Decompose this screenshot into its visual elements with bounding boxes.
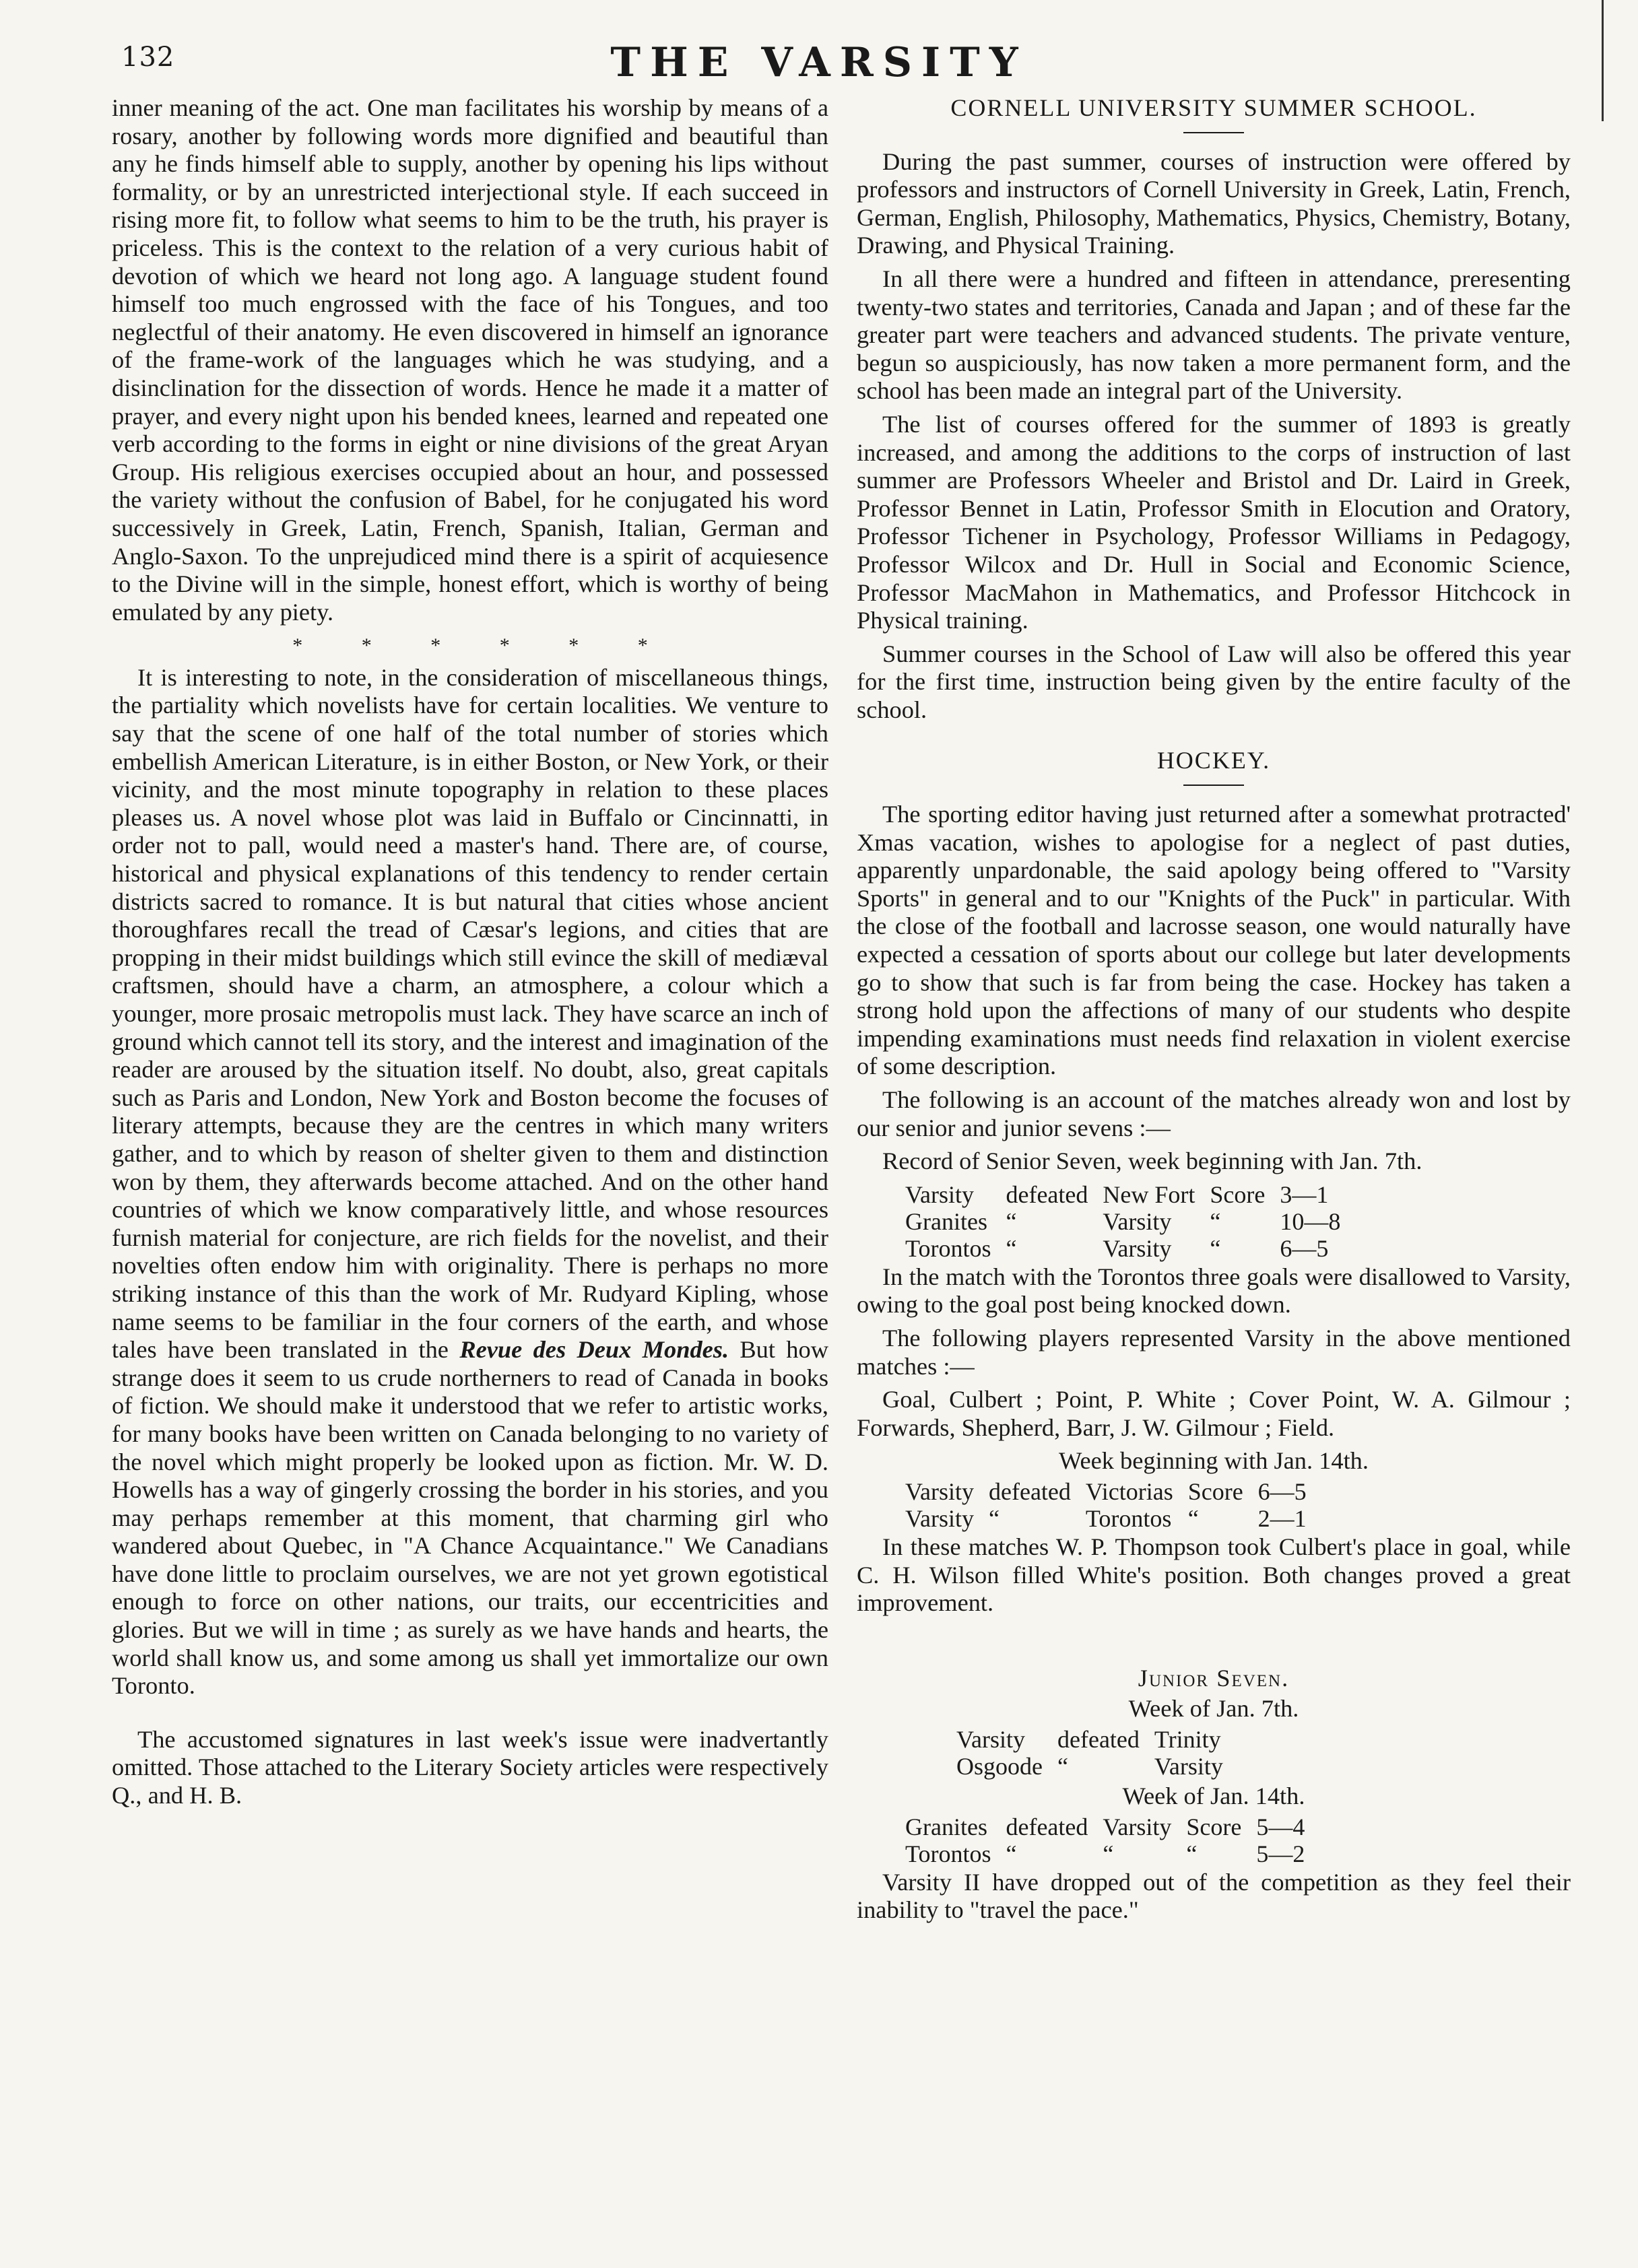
senior-results-week-1: [905, 1181, 1355, 1262]
senior-week-1-heading: Record of Senior Seven, week beginning with Jan. 7th.: [882, 1147, 1422, 1175]
result-cell: “: [1210, 1207, 1221, 1235]
result-cell: 5—2: [1256, 1840, 1305, 1867]
result-cell: Torontos: [905, 1234, 991, 1262]
result-cell: defeated: [1057, 1725, 1140, 1753]
result-cell: New Fort: [1103, 1180, 1195, 1208]
journal-title: Revue des Deux Mondes.: [459, 1336, 729, 1364]
result-cell: 5—4: [1256, 1813, 1305, 1840]
result-row: [905, 1478, 1321, 1505]
hockey-paragraph-3: In the match with the Torontos three goals were disallowed to Varsity, owing to the goal post being knocked down.: [857, 1263, 1571, 1319]
hockey-title: HOCKEY.: [1156, 747, 1271, 774]
hockey-paragraph-1: The sporting editor having just returned after a somewhat protracted' Xmas vacation, wishes to apologise for a neglect of past duties, apparently unpardonable, the said apology being offered to "Varsity Sports" in general and to our "Knights of the Puck" in particular. With the close of the football and lacrosse season, one would naturally have expected a cessation of sports about our college but later developments go to show that such is far from being the case. Hockey has taken a strong hold upon the affections of many of our students who despite impending examinations must needs find relaxation in violent exercise of some description.: [857, 801, 1571, 1080]
result-cell: defeated: [989, 1477, 1071, 1505]
result-cell: “: [1186, 1840, 1198, 1867]
right-column: [857, 94, 1571, 1930]
cornell-paragraph-2: In all there were a hundred and fifteen in attendance, preresenting twenty-two states and territories, Canada and Japan ; and of these far the greater part were teachers and advanced students. The private venture, begun so auspiciously, has now taken a more permanent form, and the school has been made an integral part of the University.: [857, 265, 1571, 405]
hockey-paragraph-2: The following is an account of the matches already won and lost by our senior and junior sevens :—: [857, 1086, 1571, 1141]
result-cell: “: [1006, 1234, 1017, 1262]
result-cell: 6—5: [1257, 1477, 1307, 1505]
cornell-title: CORNELL UNIVERSITY SUMMER SCHOOL.: [950, 94, 1477, 121]
result-row: [905, 1505, 1321, 1532]
spacer: [857, 729, 1571, 747]
result-cell: Osgoode: [956, 1752, 1043, 1780]
result-cell: “: [989, 1504, 1000, 1532]
result-row: [956, 1726, 1238, 1753]
result-cell: Varsity: [1103, 1234, 1172, 1262]
cornell-paragraph-3: The list of courses offered for the summer of 1893 is greatly increased, and among the additions to the corps of instruction of last summer are Professors Wheeler and Bristol and Dr. Laird in Greek, Professor Bennet in Latin, Professor Smith in Elocution and Oratory, Professor Tichener in Psychology, Professor Williams in Pedagogy, Professor Wilcox and Dr. Hull in Social and Economic Science, Professor MacMahon in Mathematics, and Professor Hitchcock in Physical training.: [857, 410, 1571, 634]
result-cell: Score: [1186, 1813, 1242, 1840]
junior-results-week-2: [905, 1813, 1319, 1867]
result-cell: Trinity: [1154, 1725, 1221, 1753]
result-cell: Varsity: [1103, 1813, 1172, 1840]
novelists-text-a: It is interesting to note, in the consideration of miscellaneous things, the partiality which novelists have for certain localities. We venture to say that the scene of one half of the total number of stories which embellish American Literature, is in either Boston, or New York, or their vicinity, and the most minute topography in relation to these places pleases us. A novel whose plot was laid in Buffalo or Cincinnatti, in order not to pall, would need a master's hand. There are, of course, historical and physical explanations of this tendency to render certain districts sacred to romance. It is but natural that cities whose ancient thoroughfares recall the tread of Cæsar's legions, and cities that are propping in their midst buildings which still evince the skill of mediæval craftsmen, should have a charm, an atmosphere, a colour which a younger, more prosaic metropolis must lack. They have scarce an inch of ground which cannot tell its story, and the interest and imagination of the reader are aroused by the situation itself. No doubt, also, great capitals such as Paris and London, New York and Boston become the focuses of literary attempts, because they are the centres in which many writers gather, and to which by reason of shelter given to them and distinction won by them, they afterwards become attached. And on the other hand countries of which we know comparatively little, and whose resources furnish material for conjecture, are rich fields for the novelist, and their novelties often endow him with originality. There is perhaps no more striking instance of this than the work of Mr. Rudyard Kipling, whose name seems to be familiar in the four corners of the earth, and whose tales have been translated in the: [112, 663, 828, 1364]
left-paragraph-prayer: inner meaning of the act. One man facilitates his worship by means of a rosary, another by following words more dignified and beautiful than any he finds himself able to supply, another by opening his lips without formality, or by an unrestricted interjectional style. If each succeed in rising more fit, to follow what seems to him to be the truth, his prayer is priceless. This is the context to the relation of a very curious habit of devotion of which we heard not long ago. A language student found himself too much engrossed with the face of his Tongues, and too neglectful of their anatomy. He even discovered in himself an ignorance of the frame-work of the languages which he was studying, and a disinclination for the dissection of words. Hence he made it a matter of prayer, and every night upon his bended knees, learned and repeated one verb according to the forms in eight or nine divisions of the great Aryan Group. His religious exercises occupied about an hour, and possessed the variety without the confusion of Babel, for he conjugated his word successively in Greek, Latin, French, Spanish, Italian, German and Anglo-Saxon. To the unprejudiced mind there is a spirit of acquiesence to the Divine will in the simple, honest effort, which is worthy of being emulated by any piety.: [112, 94, 828, 626]
result-cell: 3—1: [1280, 1180, 1329, 1208]
result-cell: defeated: [1006, 1813, 1088, 1840]
junior-week-2-heading: Week of Jan. 14th.: [1122, 1782, 1305, 1809]
result-row: [905, 1840, 1319, 1867]
result-cell: “: [1006, 1207, 1017, 1235]
result-cell: Varsity: [1154, 1752, 1223, 1780]
result-row: [905, 1235, 1355, 1262]
result-cell: Varsity: [905, 1180, 974, 1208]
result-cell: Varsity: [1103, 1207, 1172, 1235]
result-row: [905, 1813, 1319, 1840]
result-cell: Varsity: [905, 1477, 974, 1505]
hockey-paragraph-4: The following players represented Varsity in the above mentioned matches :—: [857, 1324, 1571, 1380]
junior-results-week-1: [956, 1726, 1238, 1780]
section-separator-stars: * * * * * *: [292, 634, 648, 657]
result-cell: “: [1187, 1504, 1199, 1532]
result-cell: “: [1006, 1840, 1017, 1867]
spacer: [857, 1623, 1571, 1662]
result-cell: 10—8: [1280, 1207, 1341, 1235]
masthead: THE VARSITY: [610, 39, 1028, 86]
hockey-paragraph-7: Varsity II have dropped out of the competition as they feel their inability to "travel the pace.": [857, 1868, 1571, 1924]
junior-seven-heading: Junior Seven.: [1138, 1664, 1290, 1692]
cornell-paragraph-1: During the past summer, courses of instruction were offered by professors and instructors of Cornell University in Greek, Latin, French, German, English, Philosophy, Mathematics, Physics, Chemistry, Botany, Drawing, and Physical Training.: [857, 147, 1571, 259]
result-cell: Varsity: [956, 1725, 1025, 1753]
result-cell: Granites: [905, 1813, 987, 1840]
left-paragraph-novelists: [112, 664, 828, 1700]
result-cell: Score: [1187, 1477, 1243, 1505]
result-cell: Torontos: [1085, 1504, 1172, 1532]
left-column: [112, 94, 828, 1815]
result-cell: defeated: [1006, 1180, 1088, 1208]
result-cell: Victorias: [1085, 1477, 1173, 1505]
junior-week-1-heading: Week of Jan. 7th.: [1128, 1695, 1299, 1723]
hockey-paragraph-6: In these matches W. P. Thompson took Culbert's place in goal, while C. H. Wilson filled White's position. Both changes proved a great improvement.: [857, 1533, 1571, 1617]
result-cell: “: [1057, 1752, 1068, 1780]
result-row: [905, 1208, 1355, 1235]
result-cell: Granites: [905, 1207, 987, 1235]
senior-results-week-2: [905, 1478, 1321, 1532]
left-paragraph-signatures: The accustomed signatures in last week's issue were inadvertantly omitted. Those attached to the Literary Society articles were respectively Q., and H. B.: [112, 1725, 828, 1809]
cornell-title-rule: [1183, 132, 1244, 133]
result-cell: 2—1: [1257, 1504, 1307, 1532]
result-row: [905, 1181, 1355, 1208]
cornell-paragraph-4: Summer courses in the School of Law will also be offered this year for the first time, instruction being given by the entire faculty of the school.: [857, 640, 1571, 723]
senior-week-2-heading: Week beginning with Jan. 14th.: [1059, 1447, 1369, 1475]
result-cell: Torontos: [905, 1840, 991, 1867]
result-row: [956, 1753, 1238, 1780]
result-cell: 6—5: [1280, 1234, 1329, 1262]
result-cell: “: [1103, 1840, 1114, 1867]
hockey-title-rule: [1183, 785, 1244, 786]
result-cell: Varsity: [905, 1504, 974, 1532]
result-cell: Score: [1210, 1180, 1266, 1208]
novelists-text-b: But how strange does it seem to us crude northerners to read of Canada in books of fiction. We should make it understood that we refer to artistic works, for many books have been written on Canada belonging to no variety of the novel which might properly be looked upon as fiction. Mr. W. D. Howells has a way of gingerly crossing the border in his stories, and you may perhaps remember at this moment, that charming girl who wandered about Quebec, in "A Chance Acquaintance." We Canadians have done little to proclaim ourselves, we are not yet grown egotistical enough to force on other nations, our traits, our eccentricities and glories. But we will in time ; as surely as we have hands and hearts, the world shall know us, and some among us shall yet immortalize our own Toronto.: [112, 1336, 828, 1700]
result-cell: “: [1210, 1234, 1221, 1262]
hockey-paragraph-5: Goal, Culbert ; Point, P. White ; Cover Point, W. A. Gilmour ; Forwards, Shepherd, Barr, J. W. Gilmour ; Field.: [857, 1386, 1571, 1441]
page-number: 132: [121, 42, 175, 73]
